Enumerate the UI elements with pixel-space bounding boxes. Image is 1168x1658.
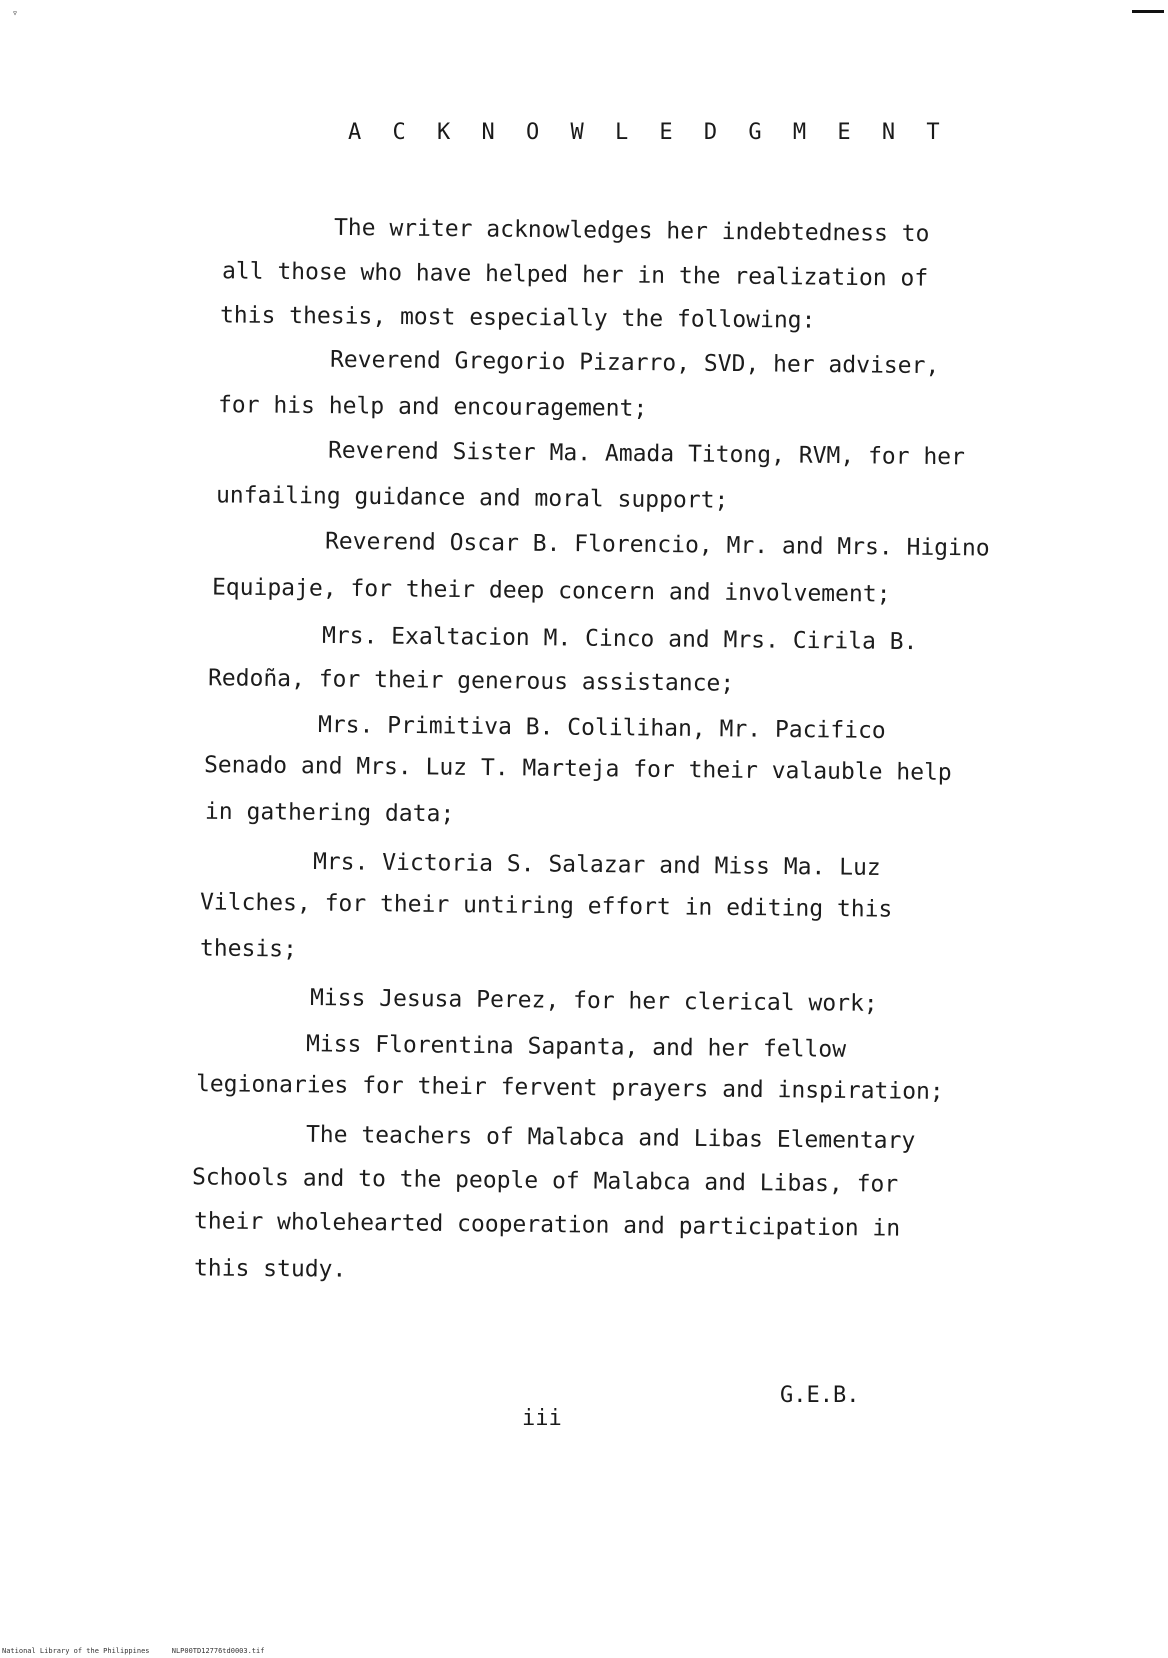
text-line: Schools and to the people of Malabca and Libas, for xyxy=(191,1164,899,1198)
text-line: this thesis, most especially the following: xyxy=(219,302,816,334)
footer-library: National Library of the Philippines xyxy=(2,1647,150,1655)
text-line: Equipaje, for their deep concern and involvement; xyxy=(211,574,891,608)
text-line: legionaries for their fervent prayers and inspiration; xyxy=(195,1071,944,1105)
text-line: Mrs. Exaltacion M. Cinco and Mrs. Cirila B. xyxy=(321,622,918,656)
text-line: this study. xyxy=(193,1255,347,1283)
text-line: for his help and encouragement; xyxy=(217,392,648,422)
page-number: iii xyxy=(522,1406,562,1431)
footer-file: NLP00TD12776td0003.tif xyxy=(171,1647,265,1655)
text-line: Reverend Gregorio Pizarro, SVD, her adviser, xyxy=(329,346,940,380)
author-initials: G.E.B. xyxy=(780,1383,860,1408)
text-line: unfailing guidance and moral support; xyxy=(215,482,729,514)
text-line: Miss Florentina Sapanta, and her fellow xyxy=(305,1031,847,1063)
text-line: Miss Jesusa Perez, for her clerical work; xyxy=(309,985,878,1017)
text-line: The teachers of Malabca and Libas Elementary xyxy=(305,1121,916,1155)
text-line: all those who have helped her in the realization of xyxy=(221,258,929,292)
text-line: Senado and Mrs. Luz T. Marteja for their valauble help xyxy=(203,752,952,786)
text-line: Mrs. Primitiva B. Colilihan, Mr. Pacifico xyxy=(317,712,886,744)
text-line: Mrs. Victoria S. Salazar and Miss Ma. Luz xyxy=(312,849,881,881)
text-line: Redoña, for their generous assistance; xyxy=(207,665,735,697)
text-line: in gathering data; xyxy=(204,798,455,828)
text-line: Reverend Sister Ma. Amada Titong, RVM, for her xyxy=(327,437,966,471)
text-line: Vilches, for their untiring effort in editing this xyxy=(199,889,893,923)
corner-mark-icon: ▿ xyxy=(12,8,19,19)
text-line: Reverend Oscar B. Florencio, Mr. and Mrs. Higino xyxy=(324,528,990,562)
text-line: The writer acknowledges her indebtedness to xyxy=(333,214,930,248)
page-title: A C K N O W L E D G M E N T xyxy=(348,120,949,145)
text-line: thesis; xyxy=(199,935,298,963)
scan-footer xyxy=(2,1647,282,1655)
corner-dash xyxy=(1132,10,1164,13)
text-line: their wholehearted cooperation and participation in xyxy=(193,1208,901,1242)
